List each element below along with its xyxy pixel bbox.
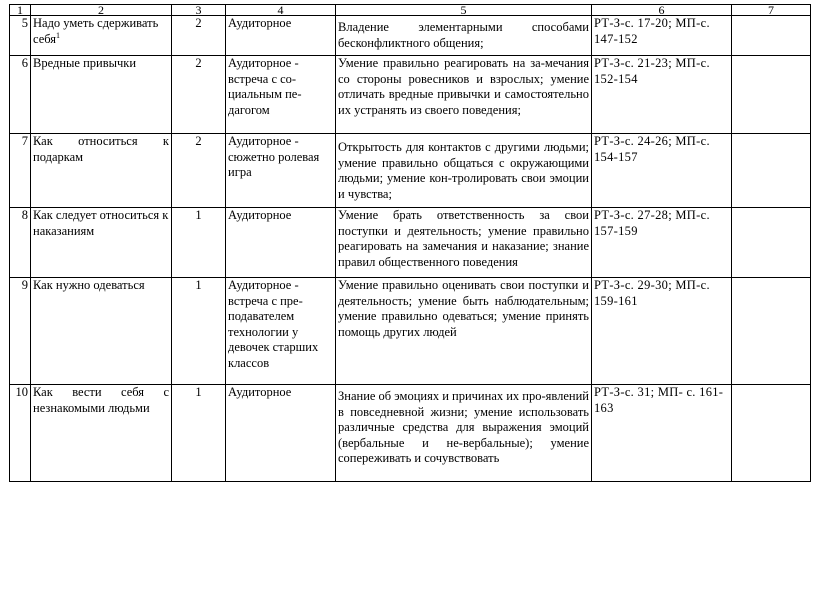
extra-cell [732, 56, 811, 134]
table-row [10, 16, 811, 56]
extra-cell [732, 134, 811, 208]
row-number: 5 [10, 16, 31, 56]
row-number: 8 [10, 208, 31, 278]
hours-cell: 2 [172, 56, 226, 134]
form-cell: Аудиторное - встреча с со-циальным пе-дагогом [226, 56, 336, 134]
literature-cell: РТ-З-с. 29-30; МП-с. 159-161 [592, 278, 732, 385]
form-cell: Аудиторное - сюжетно ролевая игра [226, 134, 336, 208]
literature-cell: РТ-З-с. 31; МП- с. 161-163 [592, 385, 732, 482]
table-row [10, 134, 811, 208]
header-cell: 5 [336, 5, 592, 16]
hours-cell: 1 [172, 385, 226, 482]
header-row [10, 5, 811, 16]
form-cell: Аудиторное [226, 208, 336, 278]
header-cell: 4 [226, 5, 336, 16]
row-number: 9 [10, 278, 31, 385]
topic-cell: Как следует относиться к наказаниям [31, 208, 172, 278]
header-cell: 1 [10, 5, 31, 16]
literature-cell: РТ-З-с. 17-20; МП-с. 147-152 [592, 16, 732, 56]
form-cell: Аудиторное [226, 385, 336, 482]
topic-cell: Как вести себя с незнакомыми людьми [31, 385, 172, 482]
table-row [10, 278, 811, 385]
skills-cell: Знание об эмоциях и причинах их про-явлений в повседневной жизни; умение использовать различные средства для выражения эмоций (вербальные и не-вербальные); умение сопереживать и сочувствовать [336, 385, 592, 482]
hours-cell: 1 [172, 278, 226, 385]
hours-cell: 2 [172, 16, 226, 56]
extra-cell [732, 208, 811, 278]
topic-cell: Как относиться к подаркам [31, 134, 172, 208]
form-cell: Аудиторное [226, 16, 336, 56]
skills-cell: Умение правильно оценивать свои поступки и деятельность; умение быть наблюдательным; умение правильно одеваться; умение принять помощь других людей [336, 278, 592, 385]
topic-cell: Как нужно одеваться [31, 278, 172, 385]
header-cell: 6 [592, 5, 732, 16]
header-cell: 7 [732, 5, 811, 16]
hours-cell: 2 [172, 134, 226, 208]
skills-cell: Открытость для контактов с другими людьми; умение правильно общаться с окружающими людьми; умение кон-тролировать свои эмоции и чувства; [336, 134, 592, 208]
row-number: 7 [10, 134, 31, 208]
skills-cell: Умение брать ответственность за свои поступки и деятельность; умение правильно реагировать на замечания и наказание; знание правил общественного поведения [336, 208, 592, 278]
hours-cell: 1 [172, 208, 226, 278]
extra-cell [732, 278, 811, 385]
lesson-plan-table [9, 4, 811, 482]
form-cell: Аудиторное - встреча с пре-подавателем технологии у девочек старших классов [226, 278, 336, 385]
topic-text: Надо уметь сдерживать себя [33, 16, 159, 46]
table-row [10, 385, 811, 482]
header-cell: 3 [172, 5, 226, 16]
row-number: 6 [10, 56, 31, 134]
row-number: 10 [10, 385, 31, 482]
skills-cell: Умение правильно реагировать на за-мечания со стороны ровесников и взрослых; умение отличать вредные привычки и самостоятельно их устранять из своего поведения; [336, 56, 592, 134]
topic-cell: Вредные привычки [31, 56, 172, 134]
table-row [10, 208, 811, 278]
table-row [10, 56, 811, 134]
literature-cell: РТ-З-с. 24-26; МП-с. 154-157 [592, 134, 732, 208]
skills-cell: Владение элементарными способами бесконфликтного общения; [336, 16, 592, 56]
extra-cell [732, 385, 811, 482]
literature-cell: РТ-З-с. 27-28; МП-с. 157-159 [592, 208, 732, 278]
header-cell: 2 [31, 5, 172, 16]
literature-cell: РТ-З-с. 21-23; МП-с. 152-154 [592, 56, 732, 134]
topic-cell [31, 16, 172, 56]
footnote-mark: 1 [56, 30, 61, 40]
extra-cell [732, 16, 811, 56]
